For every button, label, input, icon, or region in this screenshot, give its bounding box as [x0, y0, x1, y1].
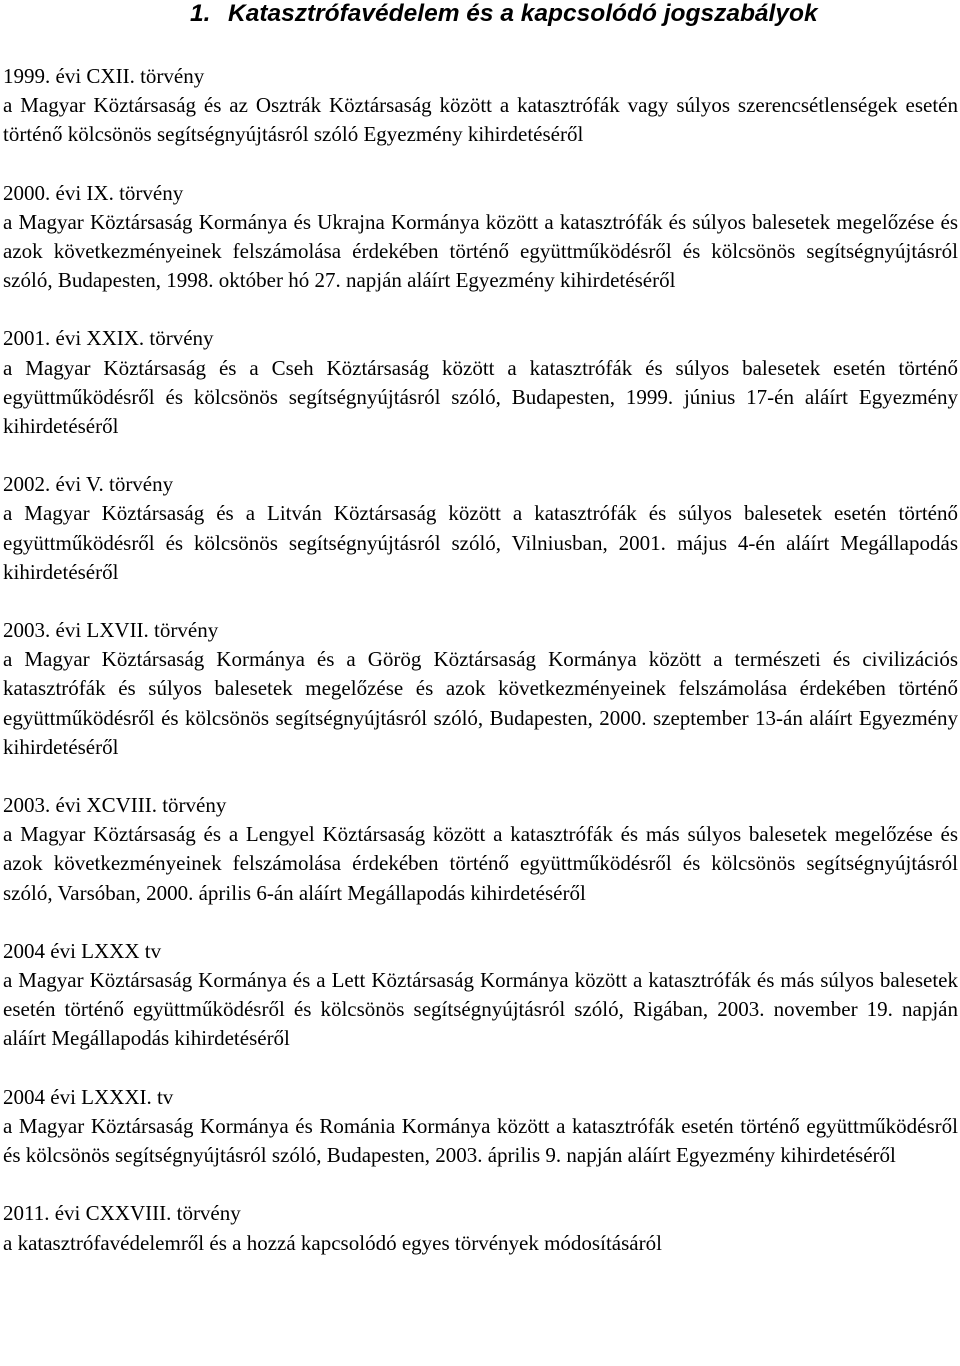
law-identifier: 2011. évi CXXVIII. törvény [3, 1201, 241, 1226]
law-entry [3, 616, 958, 762]
law-entry [3, 62, 958, 150]
law-entry [3, 937, 958, 1054]
law-identifier: 2000. évi IX. törvény [3, 180, 184, 205]
section-heading [3, 0, 958, 28]
law-title: a Magyar Köztársaság és a Litván Köztársaság között a katasztrófák és súlyos balesetek esetén történő együttműködésről és kölcsönös segítségnyújtásról szóló, Vilniusban, 2001. május 4-én aláírt Megállapodás kihirdetéséről [3, 501, 958, 584]
law-title: a katasztrófavédelemről és a hozzá kapcsolódó egyes törvények módosításáról [3, 1230, 662, 1255]
law-title: a Magyar Köztársaság és a Lengyel Köztársaság között a katasztrófák és más súlyos balesetek megelőzése és azok következményeinek felszámolása érdekében történő együttműködésről és kölcsönös segítségnyújtásról szóló, Varsóban, 2000. április 6-án aláírt Megállapodás kihirdetéséről [3, 822, 958, 905]
law-title: a Magyar Köztársaság Kormánya és a Görög Köztársaság Kormánya között a természeti és civilizációs katasztrófák és súlyos balesetek megelőzése és azok következményeinek felszámolása érdekében történő együttműködésről és kölcsönös segítségnyújtásról szóló, Budapesten, 2000. szeptember 13-án aláírt Egyezmény kihirdetéséről [3, 647, 958, 759]
law-identifier: 2004 évi LXXX tv [3, 938, 162, 963]
law-identifier: 2003. évi LXVII. törvény [3, 618, 219, 643]
law-title: a Magyar Köztársaság Kormánya és a Lett Köztársaság Kormánya között a katasztrófák és más súlyos balesetek esetén történő együttműködésről és kölcsönös segítségnyújtásról szóló, Rigában, 2003. november 19. napján aláírt Megállapodás kihirdetéséről [3, 968, 958, 1051]
law-identifier: 2001. évi XXIX. törvény [3, 326, 214, 351]
law-title: a Magyar Köztársaság és az Osztrák Köztársaság között a katasztrófák vagy súlyos szerencsétlenségek esetén történő kölcsönös segítségnyújtásról szóló Egyezmény kihirdetéséről [3, 93, 958, 147]
law-identifier: 2003. évi XCVIII. törvény [3, 793, 227, 818]
law-entry [3, 179, 958, 296]
law-entry [3, 1199, 958, 1257]
law-entry [3, 791, 958, 908]
law-entry [3, 470, 958, 587]
law-list [3, 62, 958, 1258]
section-number: 1. [190, 0, 211, 27]
law-title: a Magyar Köztársaság Kormánya és Ukrajna Kormánya között a katasztrófák és súlyos balesetek megelőzése és azok következményeinek felszámolása érdekében történő együttműködésről és kölcsönös segítségnyújtásról szóló, Budapesten, 1998. október hó 27. napján aláírt Egyezmény kihirdetéséről [3, 209, 958, 293]
law-identifier: 2004 évi LXXXI. tv [3, 1084, 174, 1109]
law-title: a Magyar Köztársaság Kormánya és Románia Kormánya között a katasztrófák esetén történő együttműködésről és kölcsönös segítségnyújtásról szóló, Budapesten, 2003. április 9. napján aláírt Egyezmény kihirdetéséről [3, 1113, 958, 1168]
section-title: Katasztrófavédelem és a kapcsolódó jogszabályok [228, 0, 818, 27]
law-identifier: 2002. évi V. törvény [3, 472, 174, 497]
law-title: a Magyar Köztársaság és a Cseh Köztársaság között a katasztrófák és súlyos balesetek esetén történő együttműködésről és kölcsönös segítségnyújtásról szóló, Budapesten, 1999. június 17-én aláírt Egyezmény kihirdetéséről [3, 355, 958, 439]
law-entry [3, 1083, 958, 1171]
law-identifier: 1999. évi CXII. törvény [3, 64, 205, 88]
law-entry [3, 324, 958, 441]
